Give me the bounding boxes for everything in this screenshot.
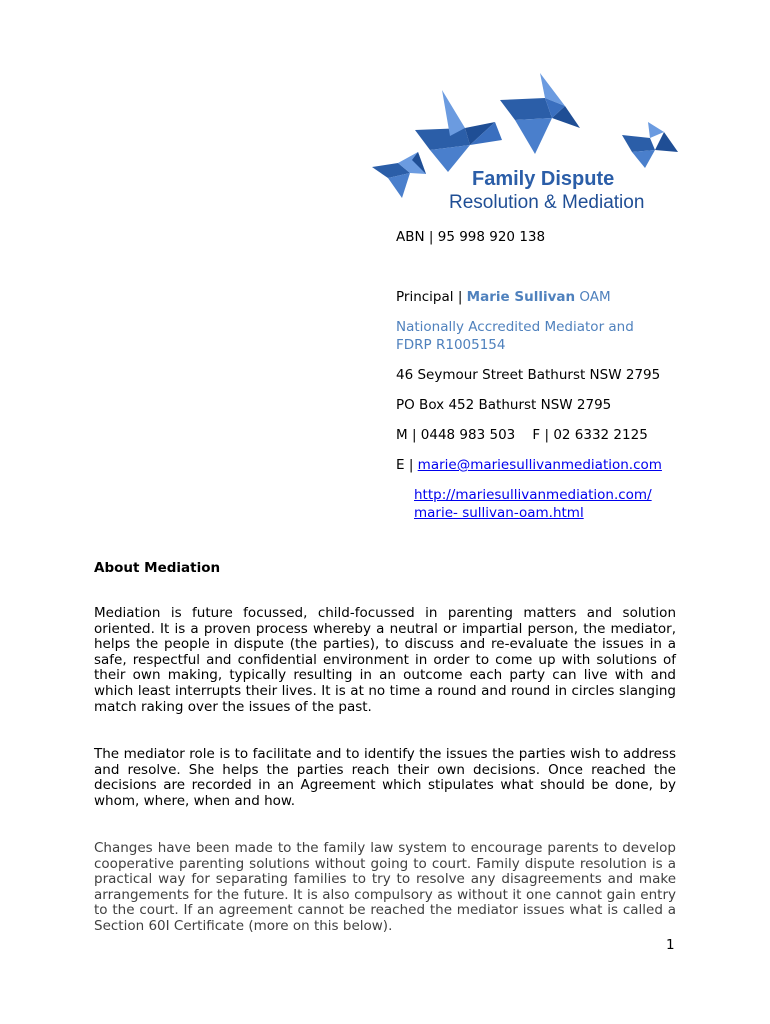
accreditation: Nationally Accredited Mediator and FDRP R1005154	[396, 319, 634, 353]
page-number: 1	[666, 937, 675, 953]
paragraph: Mediation is future focussed, child-focussed in parenting matters and solution oriented. It is a proven process whereby a neutral or impartial person, the mediator, helps the people in dispute (the parties), to discuss and re-evaluate the issues in a safe, respectful and confidential environment in order to come up with solutions of their own making, typically resulting in an outcome each party can live with and which least interrupts their lives. It is at no time a round and round in circles slanging match raking over the issues of the past.	[94, 605, 676, 715]
street-address: 46 Seymour Street Bathurst NSW 2795	[396, 367, 661, 383]
paragraph: Changes have been made to the family law system to encourage parents to develop cooperative parenting solutions without going to court. Family dispute resolution is a practical way for separating families to try to resolve any disagreements and make arrangements for the future. It is also compulsory as without it one cannot gain entry to the court. If an agreement cannot be reached the mediator issues what is called a Section 60I Certificate (more on this below).	[94, 840, 676, 934]
principal-name: Marie Sullivan	[466, 289, 576, 305]
logo-title: Family Dispute	[472, 168, 615, 190]
paragraph: The mediator role is to facilitate and to identify the issues the parties wish to address and resolve. She helps the parties reach their own decisions. Once reached the decisions are recorded in an Agreement which stipulates what should be done, by whom, where, when and how.	[94, 746, 676, 809]
dove-icon	[415, 90, 502, 172]
about-heading: About Mediation	[94, 560, 221, 576]
dove-icon	[372, 152, 426, 198]
dove-icon	[622, 122, 678, 168]
abn: ABN | 95 998 920 138	[396, 229, 546, 245]
principal-label: Principal |	[396, 289, 467, 305]
principal-suffix: OAM	[575, 289, 611, 305]
dove-icon	[500, 73, 580, 154]
principal-line	[396, 288, 696, 306]
logo-subtitle: Resolution & Mediation	[449, 192, 645, 213]
website-link[interactable]: http://mariesullivanmediation.com/ marie- sullivan-oam.html	[414, 487, 652, 521]
phone-numbers: M | 0448 983 503 F | 02 6332 2125	[396, 427, 648, 443]
email-link[interactable]: marie@mariesullivanmediation.com	[417, 457, 662, 473]
email-label: E |	[396, 457, 418, 473]
email-line	[396, 456, 716, 474]
po-box: PO Box 452 Bathurst NSW 2795	[396, 397, 612, 413]
